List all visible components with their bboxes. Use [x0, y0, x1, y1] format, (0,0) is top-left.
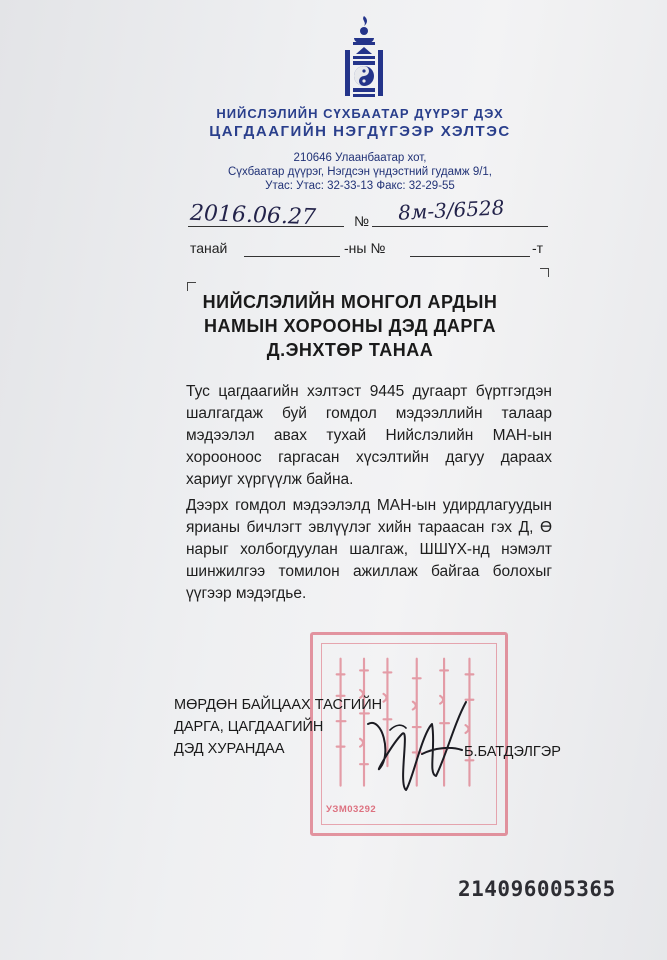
- address-line1: 210646 Улаанбаатар хот,: [293, 152, 427, 164]
- date-handwritten: 2016.06.27: [189, 200, 317, 231]
- soyombo-emblem-icon: [341, 14, 387, 100]
- serial-number: 214096005365: [458, 877, 616, 901]
- handwritten-signature-icon: [362, 694, 482, 794]
- org-name-line2: ЦАГДААГИЙН НЭГДҮГЭЭР ХЭЛТЭС: [209, 123, 511, 140]
- address-line2: Сүхбаатар дүүрэг, Нэгдсэн үндэстний гудамж 9/1,: [227, 166, 493, 178]
- corner-bracket-right: [540, 268, 549, 277]
- recipient-line3: Д.ЭНХТӨР ТАНАА: [266, 340, 434, 360]
- stamp-code: УЗМ03292: [326, 804, 377, 815]
- number-handwritten: 8м-3/6528: [397, 195, 505, 225]
- yours-date-underline: [244, 256, 340, 257]
- recipient-line2: НАМЫН ХОРООНЫ ДЭД ДАРГА: [204, 316, 496, 336]
- corner-bracket-left: [187, 282, 196, 291]
- signatory-name: Б.БАТДЭЛГЭР: [464, 744, 561, 760]
- recipient-line1: НИЙСЛЭЛИЙН МОНГОЛ АРДЫН: [202, 292, 498, 312]
- yours-number-underline: [410, 256, 530, 257]
- body-paragraph-2-text: Дээрх гомдол мэдээлэлд МАН-ын удирдлагуудын ярианы бичлэгт эвлүүлэг хийн тараасан гэх Д, Ө нарыг холбогдуулан шалгаж, ШШҮХ-нд нэмэлт шинжилгээ томилон ажиллаж байгаа болохыг үүгээр мэдэгдье.: [186, 497, 552, 602]
- yours-label: танай: [190, 240, 228, 256]
- yours-number-label: -ны №: [344, 240, 386, 256]
- signatory-title-line2: ДАРГА, ЦАГДААГИЙН: [174, 719, 324, 735]
- yours-end-label: -т: [532, 240, 544, 256]
- signatory-title-line1: МӨРДӨН БАЙЦААХ ТАСГИЙН: [174, 697, 383, 713]
- signatory-title-line3: ДЭД ХУРАНДАА: [174, 741, 285, 757]
- body-paragraph-1: [186, 381, 552, 491]
- address-line3: Утас: Утас: 32-33-13 Факс: 32-29-55: [265, 180, 455, 192]
- body-paragraph-1-text: Тус цагдаагийн хэлтэст 9445 дугаарт бүртгэгдэн шалгагдаж буй гомдол мэдээллийн талаар мэдээлэл авах тухай Нийслэлийн МАН-ын хорооноос гаргасан хүсэлтийн дагуу дараах хариуг хүргүүлж байна.: [186, 383, 552, 488]
- number-label: №: [354, 213, 370, 229]
- number-underline: [372, 226, 548, 227]
- org-name-line1: НИЙСЛЭЛИЙН СҮХБААТАР ДҮҮРЭГ ДЭХ: [216, 106, 504, 121]
- body-paragraph-2: [186, 495, 552, 605]
